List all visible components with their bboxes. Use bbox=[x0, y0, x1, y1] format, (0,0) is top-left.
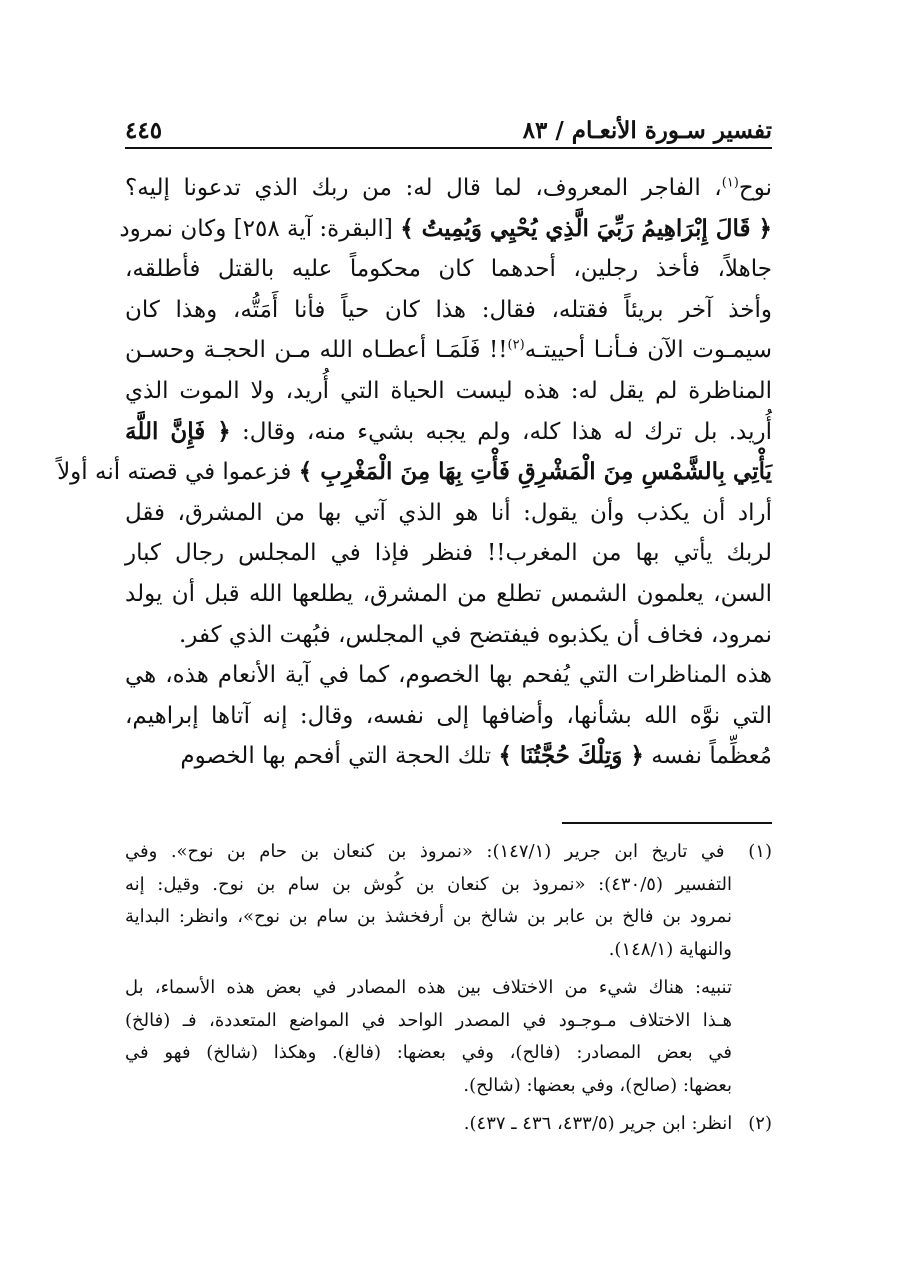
quran-verse: ﴿ فَإِنَّ اللَّهَ bbox=[125, 417, 231, 445]
text-run: [البقرة: آية ٢٥٨] وكان نمرود bbox=[119, 215, 401, 242]
text-line bbox=[125, 330, 772, 371]
footnote-number: (١) bbox=[748, 841, 772, 862]
footnote-line bbox=[125, 901, 772, 934]
text-line bbox=[125, 615, 772, 656]
footnote-line bbox=[125, 1037, 772, 1070]
footnote-line bbox=[125, 934, 772, 967]
text-run: تلك الحجة التي أفحم بها الخصوم bbox=[180, 743, 499, 770]
text-run: سيمـوت الآن فـأنـا أحييتـه bbox=[524, 337, 772, 364]
footnotes bbox=[125, 836, 772, 1141]
text-line bbox=[125, 371, 772, 412]
text-line bbox=[125, 655, 772, 696]
footnote-text: تنبيه: هناك شيء من الاختلاف بين هذه المصادر في بعض هذه الأسماء، بل bbox=[125, 977, 732, 998]
page-number: ٤٤٥ bbox=[125, 117, 163, 144]
footnote-marker: (١) bbox=[721, 175, 739, 191]
text-line bbox=[125, 736, 772, 777]
footnote-line bbox=[125, 1005, 772, 1038]
footnote-line bbox=[125, 836, 772, 869]
text-run: نمرود، فخاف أن يكذبوه فيفتضح في المجلس، فبُهت الذي كفر. bbox=[179, 621, 772, 648]
footnote-line bbox=[125, 869, 772, 902]
text-line bbox=[125, 412, 772, 453]
quran-verse: ﴿ قَالَ إِبْرَاهِيمُ رَبِّيَ الَّذِي يُحْيِي وَيُمِيتُ ﴾ bbox=[400, 214, 772, 242]
footnote-text: التفسير (٤٣٠/٥): «نمروذ بن كنعان بن كُوش بن سام بن نوح. وقيل: إنه bbox=[125, 873, 732, 895]
footnote-text: هـذا الاختلاف مـوجـود في المصدر الواحد في المواضع المتعددة، فـ (فالخ) bbox=[125, 1009, 732, 1031]
running-title: تفسير سـورة الأنعـام / ٨٣ bbox=[522, 117, 772, 144]
text-line bbox=[125, 533, 772, 574]
footnote-line bbox=[125, 1108, 772, 1141]
footnote-line bbox=[125, 1070, 772, 1103]
text-line bbox=[125, 493, 772, 534]
text-line bbox=[125, 696, 772, 737]
quran-verse: ﴿ وَتِلْكَ حُجَّتُنَا ﴾ bbox=[498, 742, 644, 770]
main-text bbox=[57, 168, 772, 777]
running-header bbox=[125, 104, 772, 144]
footnote-text: انظر: ابن جرير (٤٣٣/٥، ٤٣٦ ـ ٤٣٧). bbox=[463, 1113, 733, 1134]
quran-verse: يَأْتِي بِالشَّمْسِ مِنَ الْمَشْرِقِ فَأْتِ بِهَا مِنَ الْمَغْرِبِ ﴾ bbox=[298, 458, 772, 486]
text-run: أراد أن يكذب وأن يقول: أنا هو الذي آتي بها من المشرق، فقل bbox=[125, 499, 772, 526]
text-run: فزعموا في قصته أنه أولاً bbox=[57, 459, 299, 486]
text-line bbox=[57, 452, 772, 493]
text-run: السن، يعلمون الشمس تطلع من المشرق، يطلعها الله قبل أن يولد bbox=[125, 580, 772, 607]
footnote-text: بعضها: (صالح)، وفي بعضها: (شالح). bbox=[463, 1074, 732, 1096]
text-run: مُعظِّماً نفسه bbox=[643, 743, 772, 770]
text-run: جاهلاً، فأخذ رجلين، أحدهما كان محكوماً عليه بالقتل فأطلقه، bbox=[125, 256, 772, 283]
text-run: ، الفاجر المعروف، لما قال له: من ربك الذي تدعونا إليه؟ bbox=[125, 175, 722, 201]
text-line bbox=[125, 249, 772, 290]
header-rule bbox=[125, 147, 772, 149]
footnote-text: والنهاية (١٤٨/١). bbox=[608, 938, 732, 960]
text-line bbox=[125, 574, 772, 615]
footnote-text: نمرود بن فالخ بن عابر بن شالخ بن أرفخشذ بن سام بن نوح»، وانظر: البداية bbox=[125, 906, 732, 927]
text-run: أُريد. بل ترك له هذا كله، ولم يجبه بشيء منه، وقال: bbox=[230, 418, 772, 445]
footnote-separator bbox=[562, 822, 772, 824]
text-run: وأخذ آخر بريئاً فقتله، فقال: هذا كان حياً فأنا أَمَتُّه، وهذا كان bbox=[125, 296, 772, 323]
footnote-text: في بعض المصادر: (فالح)، وفي بعضها: (فالغ). وهكذا (شالخ) فهو في bbox=[125, 1042, 732, 1063]
text-run: المناظرة لم يقل له: هذه ليست الحياة التي أُريد، ولا الموت الذي bbox=[125, 377, 772, 404]
text-run: لربك يأتي بها من المغرب!! فنظر فإذا في المجلس رجال كبار bbox=[125, 540, 772, 567]
text-line bbox=[125, 168, 772, 209]
text-line bbox=[119, 209, 772, 250]
footnote-text: في تاريخ ابن جرير (١٤٧/١): «نمروذ بن كنعان بن حام بن نوح». وفي bbox=[125, 841, 725, 862]
footnote-line bbox=[125, 972, 772, 1005]
text-run: !! فَلَمَـا أعطـاه الله مـن الحجـة وحسـن bbox=[125, 337, 508, 364]
text-run: التي نوَّه الله بشأنها، وأضافها إلى نفسه، وقال: إنه آتاها إبراهيم، bbox=[125, 702, 772, 729]
footnote-marker: (٢) bbox=[507, 337, 525, 353]
footnote-number: (٢) bbox=[748, 1113, 772, 1134]
text-run: هذه المناظرات التي يُفحم بها الخصوم، كما في آية الأنعام هذه، هي bbox=[125, 662, 772, 689]
text-run: نوح bbox=[738, 175, 772, 201]
text-line bbox=[125, 290, 772, 331]
